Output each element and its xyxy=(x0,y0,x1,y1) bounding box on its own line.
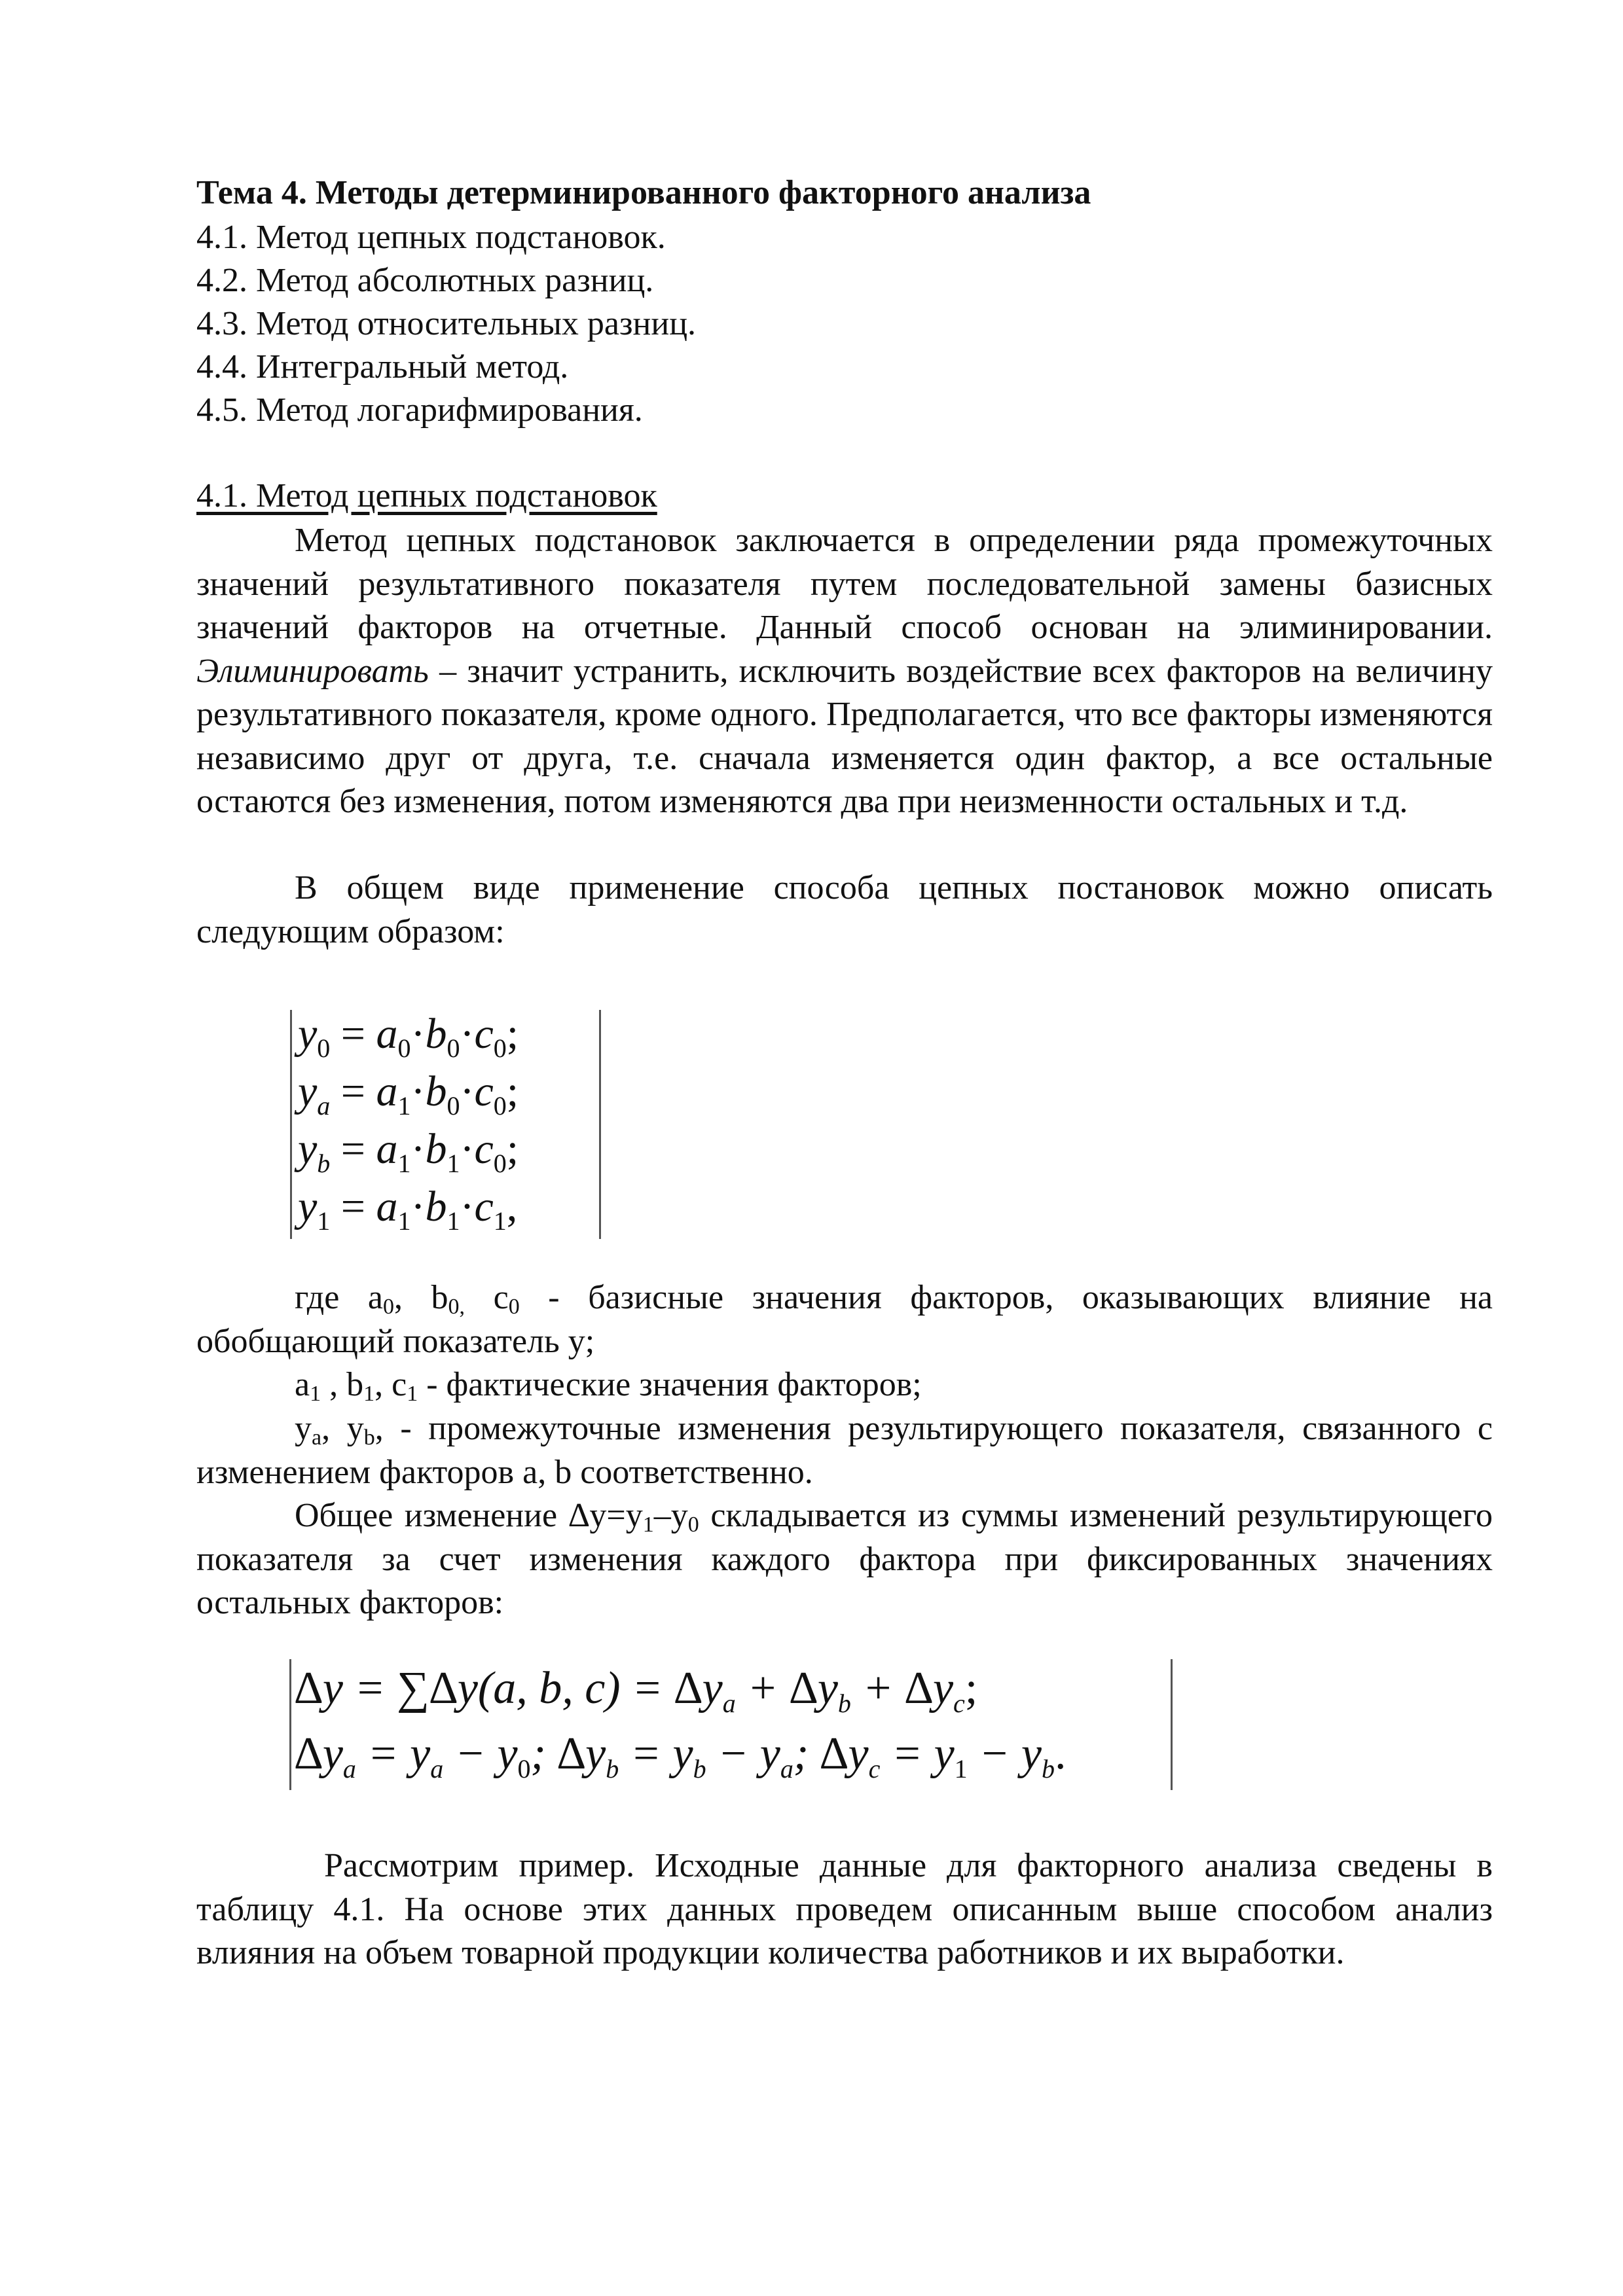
paragraph-chain-method: Метод цепных подстановок заключается в определении ряда промежуточных значений результативного показателя путем последовательной замены базисных значений факторов на отчетные. Данный способ основан на элиминировании. Элиминировать – значит устранить, исключить воздействие всех факторов на величину результативного показателя, кроме одного. Предполагается, что все факторы изменяются независимо друг от друга, т.е. сначала изменяется один фактор, а все остальные остаются без изменения, потом изменяются два при неизменности остальных и т.д. xyxy=(196,522,1493,820)
paragraph-example: Рассмотрим пример. Исходные данные для факторного анализа сведены в таблицу 4.1. На основе этих данных проведем описанным выше способом анализ влияния на объем товарной продукции количества работников и их выработки. xyxy=(196,1847,1493,1971)
formula-right-bar xyxy=(599,1010,601,1239)
formula-line-y0: $y_0 = a_0\cdot b_0\cdot c_0$; xyxy=(298,1010,519,1063)
toc-item: 4.1. Метод цепных подстановок. xyxy=(196,219,666,256)
formula-left-bar xyxy=(290,1010,292,1239)
formula-chain-substitutions xyxy=(298,1005,599,1240)
formula-line-y1: $y_1 = a_1\cdot b_1\cdot c_1$, xyxy=(298,1183,518,1236)
toc-item: 4.3. Метод относительных разниц. xyxy=(196,305,697,342)
formula-left-bar xyxy=(289,1659,291,1790)
paragraph-general-form: В общем виде применение способа цепных постановок можно описать следующим образом: xyxy=(196,869,1493,950)
paragraph-intermediate-changes: $y_a$, $y_b$, - промежуточные изменения результирующего показателя, связанного с изменением факторов a, b соответственно. xyxy=(196,1410,1493,1491)
section-title: 4.1. Метод цепных подстановок xyxy=(196,477,657,514)
paragraph-actual-values: $a_1$ , $b_1$, $c_1$ - фактические значения факторов; xyxy=(295,1366,922,1406)
formula-right-bar xyxy=(1171,1659,1173,1790)
paragraph-basis-values: где $a_0$, $b_{0,}$ $c_0$ - базисные значения факторов, оказывающих влияние на обобщающий показатель y; xyxy=(196,1279,1493,1360)
toc-item: 4.5. Метод логарифмирования. xyxy=(196,391,643,429)
formula-line-ya: $y_a = a_1\cdot b_0\cdot c_0$; xyxy=(298,1067,519,1121)
formula-total-change xyxy=(295,1659,1172,1790)
toc-item: 4.2. Метод абсолютных разниц. xyxy=(196,262,654,299)
toc-item: 4.4. Интегральный метод. xyxy=(196,348,569,386)
formula-line-yb: $y_b = a_1\cdot b_1\cdot c_0$; xyxy=(298,1125,519,1178)
formula-line-delta-components: $\Delta y_a = y_a - y_0$; $\Delta y_b = y_b - y_a$; $\Delta y_c = y_1 - y_b$. xyxy=(295,1729,1067,1784)
paragraph-total-change: Общее изменение $\Delta y=y_1-y_0$ складывается из суммы изменений результирующего показателя за счет изменения каждого фактора при фиксированных значениях остальных факторов: xyxy=(196,1497,1493,1621)
formula-line-delta-sum: ∆y = ∑∆y(a, b, $c) = \Delta y_a + \Delta y_b + \Delta y_c$; xyxy=(295,1663,978,1718)
page-heading: Тема 4. Методы детерминированного факторного анализа xyxy=(196,174,1091,211)
